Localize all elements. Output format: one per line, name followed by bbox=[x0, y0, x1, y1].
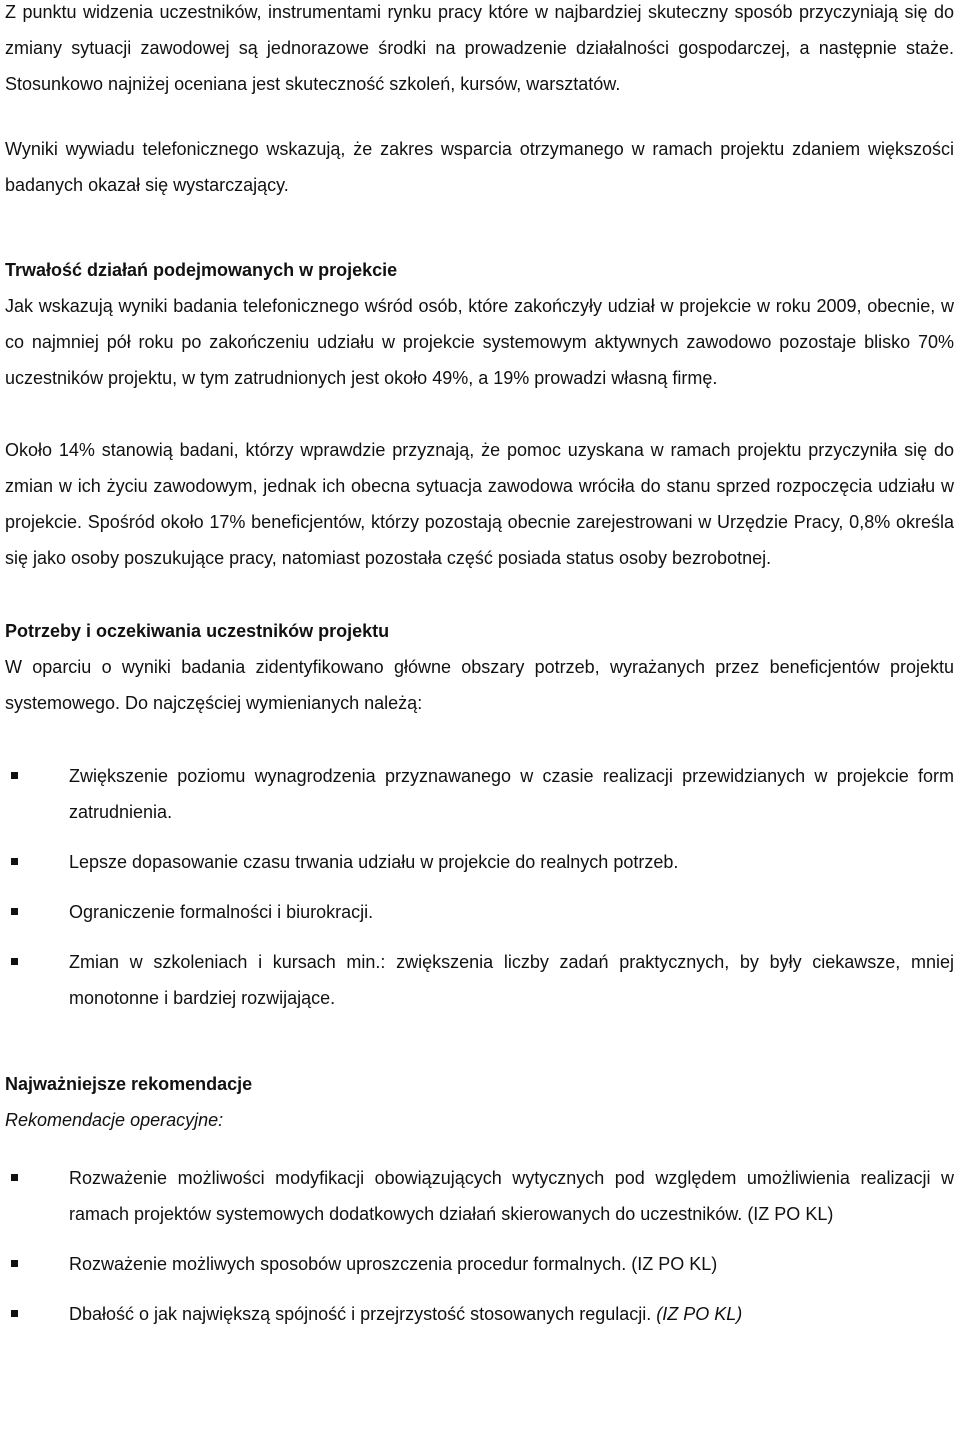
square-bullet-icon bbox=[11, 858, 18, 865]
list-item bbox=[5, 1296, 954, 1332]
list-item-text: Rozważenie możliwych sposobów uproszczenia procedur formalnych. (IZ PO KL) bbox=[69, 1254, 718, 1274]
section-title-recommendations: Najważniejsze rekomendacje bbox=[5, 1074, 253, 1094]
paragraph-needs-intro: W oparciu o wyniki badania zidentyfikowano główne obszary potrzeb, wyrażanych przez beneficjentów projektu systemowego. Do najczęściej wymienianych należą: bbox=[5, 657, 954, 713]
square-bullet-icon bbox=[11, 1260, 18, 1267]
list-item bbox=[5, 758, 954, 830]
recommendations-list bbox=[5, 1160, 954, 1332]
needs-list bbox=[5, 758, 954, 1016]
square-bullet-icon bbox=[11, 1310, 18, 1317]
paragraph-instruments: Z punktu widzenia uczestników, instrumentami rynku pracy które w najbardziej skuteczny sposób przyczyniają się do zmiany sytuacji zawodowej są jednorazowe środki na prowadzenie działalności gospodarczej, a następnie staże. Stosunkowo najniżej oceniana jest skuteczność szkoleń, kursów, warsztatów. bbox=[5, 2, 954, 94]
square-bullet-icon bbox=[11, 958, 18, 965]
square-bullet-icon bbox=[11, 772, 18, 779]
list-item bbox=[5, 944, 954, 1016]
list-item-text: Dbałość o jak największą spójność i przejrzystość stosowanych regulacji. bbox=[69, 1304, 657, 1324]
list-item-text: Ograniczenie formalności i biurokracji. bbox=[69, 902, 374, 922]
paragraph-durability-results: Jak wskazują wyniki badania telefonicznego wśród osób, które zakończyły udział w projekcie w roku 2009, obecnie, w co najmniej pół roku po zakończeniu udziału w projekcie systemowym aktywnych zawodowo pozostaje blisko 70% uczestników projektu, w tym zatrudnionych jest około 49%, a 19% prowadzi własną firmę. bbox=[5, 296, 954, 388]
square-bullet-icon bbox=[11, 1174, 18, 1181]
square-bullet-icon bbox=[11, 908, 18, 915]
list-item-text: Rozważenie możliwości modyfikacji obowiązujących wytycznych pod względem umożliwienia realizacji w ramach projektów systemowych dodatkowych działań skierowanych do uczestników. (IZ PO KL) bbox=[69, 1168, 954, 1224]
list-item-text: Lepsze dopasowanie czasu trwania udziału w projekcie do realnych potrzeb. bbox=[69, 852, 679, 872]
section-title-durability: Trwałość działań podejmowanych w projekcie bbox=[5, 260, 398, 280]
paragraph-support-scope: Wyniki wywiadu telefonicznego wskazują, że zakres wsparcia otrzymanego w ramach projektu zdaniem większości badanych okazał się wystarczający. bbox=[5, 139, 954, 195]
paragraph-durability-details: Około 14% stanowią badani, którzy wprawdzie przyznają, że pomoc uzyskana w ramach projektu przyczyniła się do zmian w ich życiu zawodowym, jednak ich obecna sytuacja zawodowa wróciła do stanu sprzed rozpoczęcia udziału w projekcie. Spośród około 17% beneficjentów, którzy pozostają obecnie zarejestrowani w Urzędzie Pracy, 0,8% określa się jako osoby poszukujące pracy, natomiast pozostała część posiada status osoby bezrobotnej. bbox=[5, 440, 954, 568]
list-item-text: Zmian w szkoleniach i kursach min.: zwiększenia liczby zadań praktycznych, by były ciekawsze, mniej monotonne i bardziej rozwijające. bbox=[69, 952, 954, 1008]
list-item-tag: (IZ PO KL) bbox=[656, 1304, 743, 1324]
list-item bbox=[5, 1160, 954, 1232]
list-item bbox=[5, 844, 954, 880]
list-item bbox=[5, 1246, 954, 1282]
list-item-text: Zwiększenie poziomu wynagrodzenia przyznawanego w czasie realizacji przewidzianych w projekcie form zatrudnienia. bbox=[69, 766, 954, 822]
section-subtitle-operational: Rekomendacje operacyjne: bbox=[5, 1110, 224, 1130]
section-title-needs: Potrzeby i oczekiwania uczestników projektu bbox=[5, 621, 390, 641]
list-item bbox=[5, 894, 954, 930]
